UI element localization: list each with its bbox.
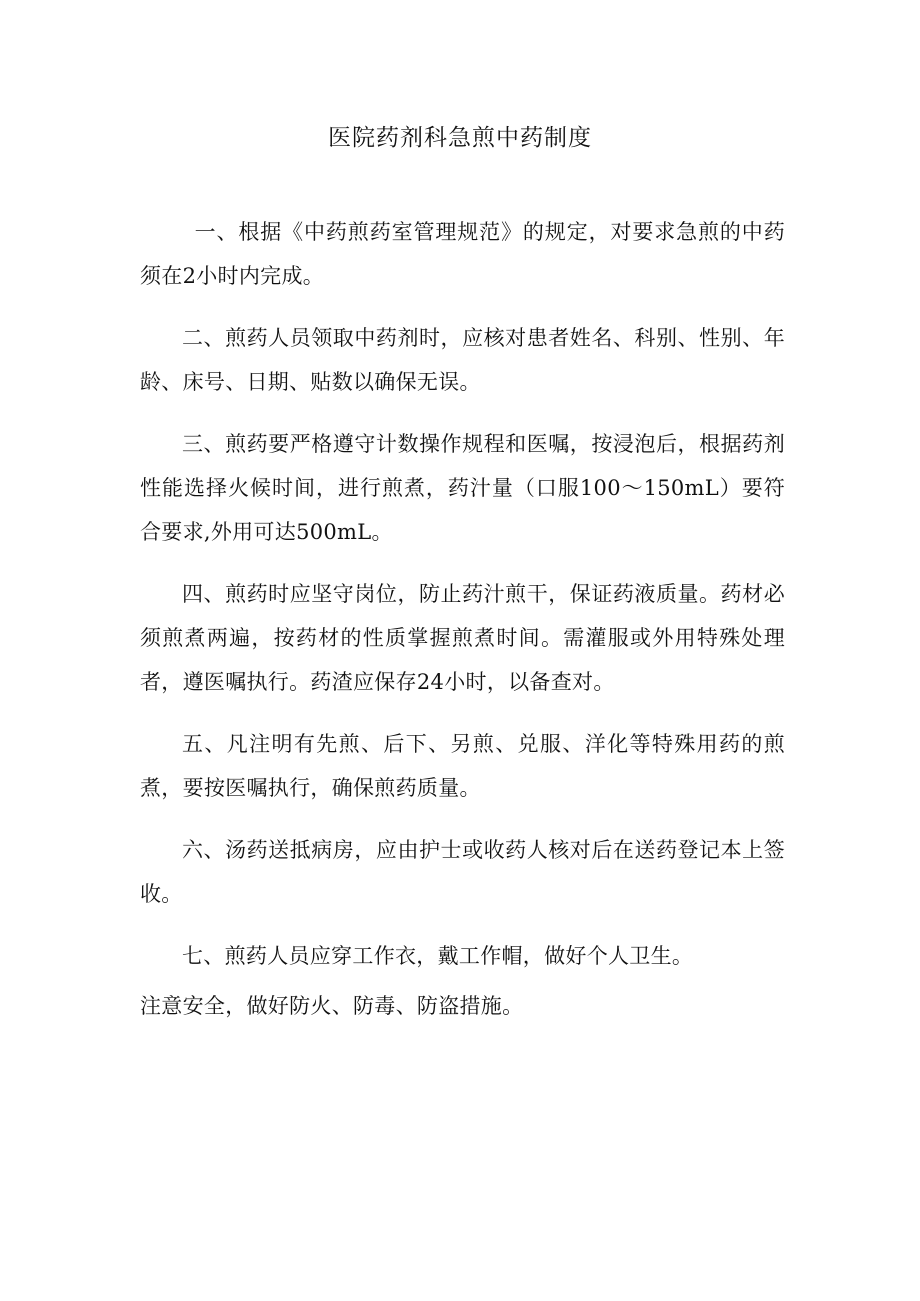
document-title: 医院药剂科急煎中药制度 [328,125,592,151]
paragraph-6: 六、汤药送抵病房，应由护士或收药人核对后在送药登记本上签收。 [140,838,785,906]
paragraph-7: 七、煎药人员应穿工作衣，戴工作帽，做好个人卫生。 [182,944,694,968]
paragraph-8: 注意安全，做好防火、防毒、防盗措施。 [140,994,524,1018]
paragraph-1: 一、根据《中药煎药室管理规范》的规定，对要求急煎的中药须在2小时内完成。 [140,220,785,288]
paragraph-2: 二、煎药人员领取中药剂时，应核对患者姓名、科别、性别、年龄、床号、日期、贴数以确保无误。 [140,326,785,394]
paragraph-3: 三、煎药要严格遵守计数操作规程和医嘱，按浸泡后，根据药剂性能选择火候时间，进行煎煮，药汁量（口服100～150mL）要符合要求,外用可达500mL。 [140,432,785,544]
paragraph-4: 四、煎药时应坚守岗位，防止药汁煎干，保证药液质量。药材必须煎煮两遍，按药材的性质掌握煎煮时间。需灌服或外用特殊处理者，遵医嘱执行。药渣应保存24小时，以备查对。 [140,582,785,694]
document-body [140,210,785,1046]
paragraph-5: 五、凡注明有先煎、后下、另煎、兑服、洋化等特殊用药的煎煮，要按医嘱执行，确保煎药质量。 [140,732,785,800]
